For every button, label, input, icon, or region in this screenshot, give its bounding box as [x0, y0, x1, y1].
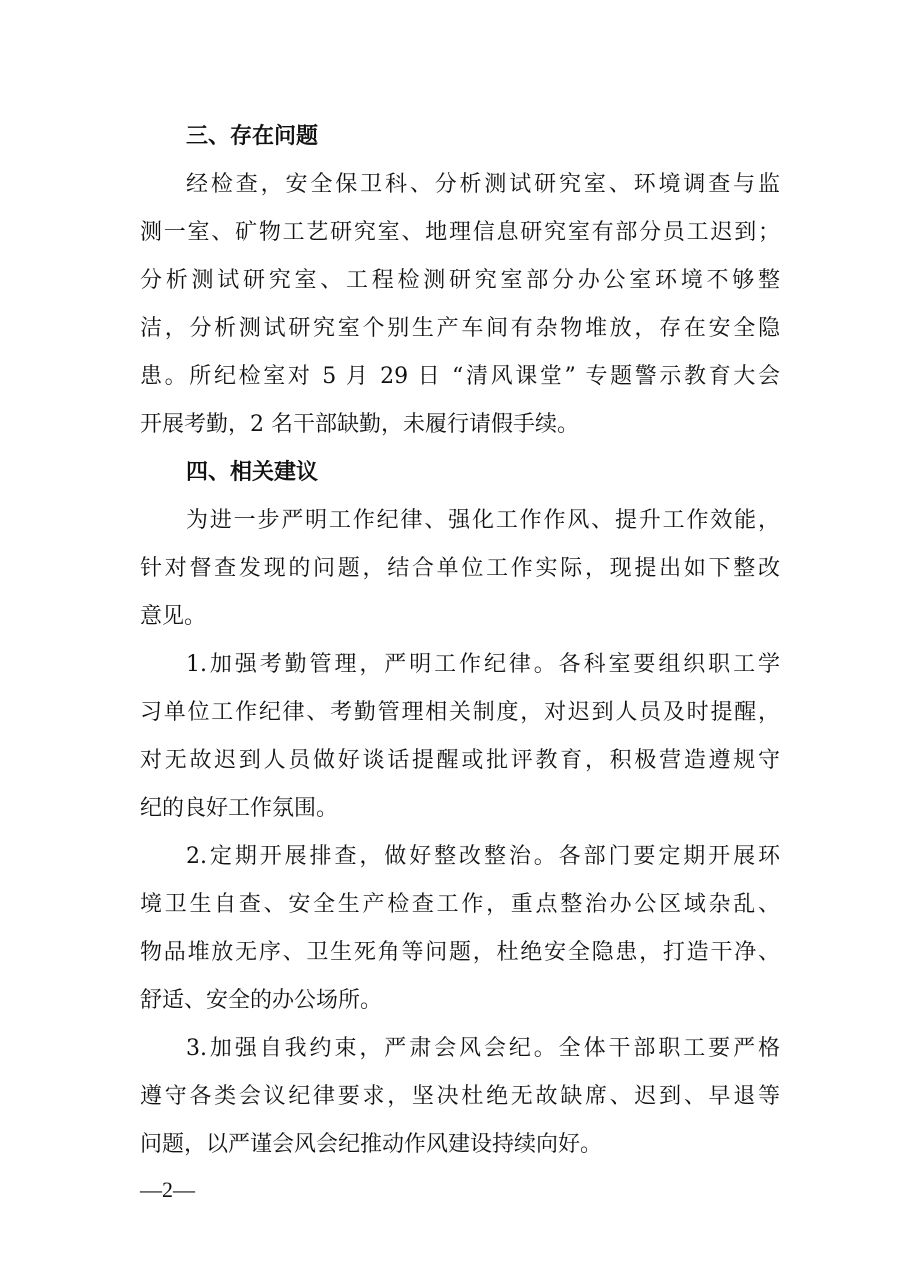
paragraph-line: 为进一步严明工作纪律、强化工作作风、提升工作效能， [186, 508, 780, 533]
paragraph-line: 习单位工作纪律、考勤管理相关制度，对迟到人员及时提醒， [140, 700, 780, 725]
paragraph-line: 开展考勤，2 名干部缺勤，未履行请假手续。 [140, 412, 579, 437]
paragraph-line: 纪的良好工作氛围。 [140, 796, 339, 821]
suggestion-item-3: 3.加强自我约束，严肃会风会纪。全体干部职工要严格 [186, 1036, 780, 1061]
paragraph-line: 对无故迟到人员做好谈话提醒或批评教育，积极营造遵规守 [140, 748, 780, 773]
section-heading-suggestions: 四、相关建议 [186, 460, 319, 485]
paragraph-line: 患。所纪检室对 5 月 29 日 “清风课堂” 专题警示教育大会 [140, 364, 780, 389]
paragraph-line: 境卫生自查、安全生产检查工作，重点整治办公区域杂乱、 [140, 892, 780, 917]
paragraph-line: 分析测试研究室、工程检测研究室部分办公室环境不够整 [140, 268, 780, 293]
paragraph-line: 洁，分析测试研究室个别生产车间有杂物堆放，存在安全隐 [140, 316, 780, 341]
suggestion-item-1: 1.加强考勤管理，严明工作纪律。各科室要组织职工学 [186, 652, 780, 677]
paragraph-line: 经检查，安全保卫科、分析测试研究室、环境调查与监 [186, 172, 780, 197]
paragraph-line: 测一室、矿物工艺研究室、地理信息研究室有部分员工迟到； [140, 220, 780, 245]
page-number: —2— [140, 1177, 195, 1202]
paragraph-line: 遵守各类会议纪律要求，坚决杜绝无故缺席、迟到、早退等 [140, 1084, 780, 1109]
paragraph-line: 针对督查发现的问题，结合单位工作实际，现提出如下整改 [140, 556, 780, 581]
section-heading-problems: 三、存在问题 [186, 124, 319, 149]
paragraph-line: 问题，以严谨会风会纪推动作风建设持续向好。 [140, 1132, 603, 1157]
paragraph-line: 舒适、安全的办公场所。 [140, 988, 383, 1013]
paragraph-line: 意见。 [140, 604, 207, 629]
suggestion-item-2: 2.定期开展排查，做好整改整治。各部门要定期开展环 [186, 844, 780, 869]
paragraph-line: 物品堆放无序、卫生死角等问题，杜绝安全隐患，打造干净、 [140, 940, 780, 965]
